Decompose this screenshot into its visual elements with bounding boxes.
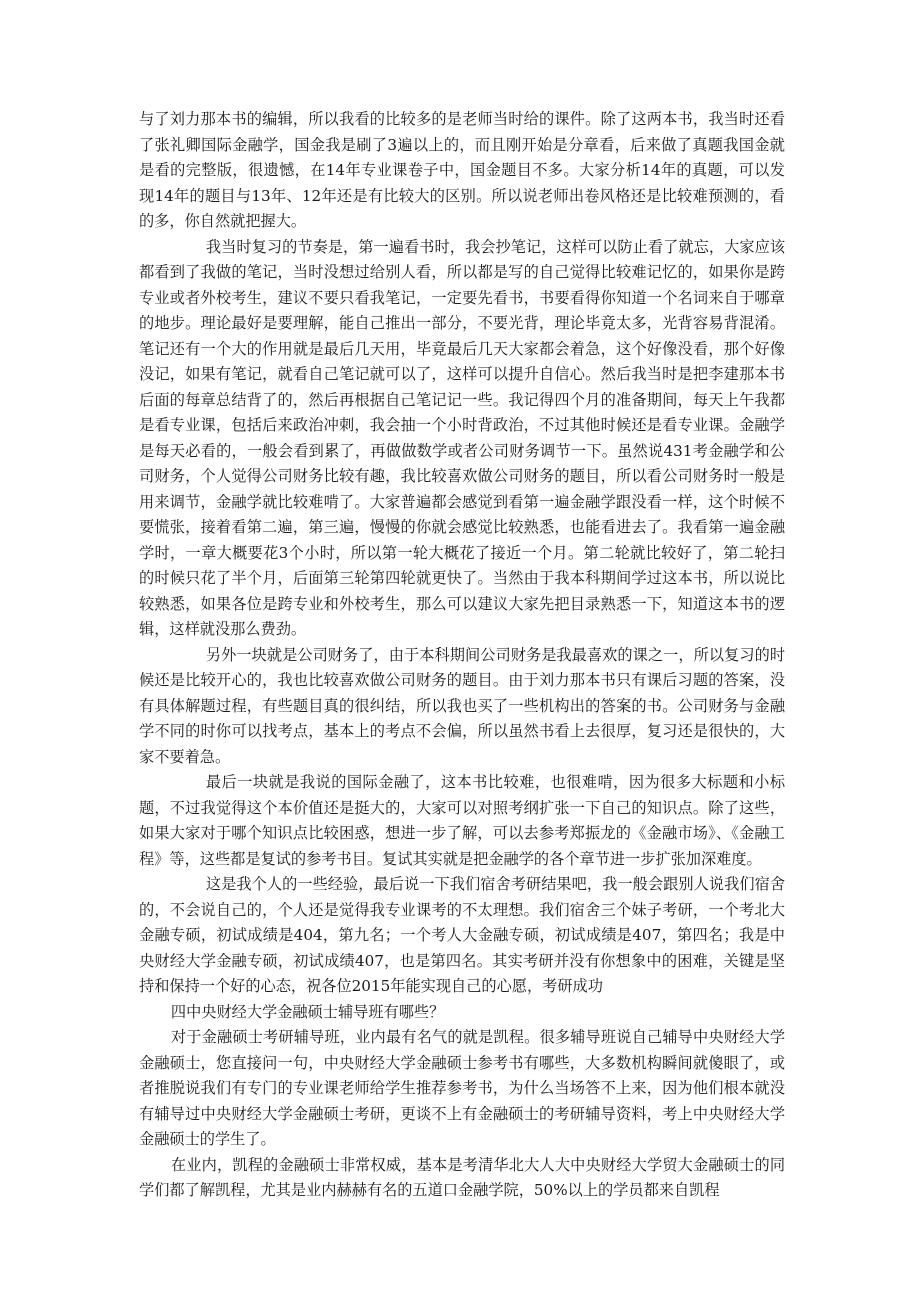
paragraph-textbook-review: 与了刘力那本书的编辑，所以我看的比较多的是老师当时给的课件。除了这两本书，我当时还看了张礼卿国际金融学，国金我是刷了3遍以上的，而且刚开始是分章看，后来做了真题我国金就是看的完整版，很遗憾，在14年专业课卷子中，国金题目不多。大家分析14年的真题，可以发现14年的题目与13年、12年还是有比较大的区别。所以说老师出卷风格还是比较难预测的，看的多，你自然就把握大。: [139, 110, 785, 230]
paragraph-dorm-results: 这是我个人的一些经验，最后说一下我们宿舍考研结果吧，我一般会跟别人说我们宿舍的，不会说自己的，个人还是觉得我专业课考的不太理想。我们宿舍三个妹子考研，一个考北大金融专硕，初试成绩是404，第九名；一个考人大金融专硕，初试成绩是407，第四名；我是中央财经大学金融专硕，初试成绩407，也是第四名。其实考研并没有你想象中的困难，关键是坚持和保持一个好的心态，祝各位2015年能实现自己的心愿，考研成功: [139, 875, 785, 995]
paragraph-kaicheng-authority: 在业内，凯程的金融硕士非常权威，基本是考清华北大人大中央财经大学贸大金融硕士的同学们都了解凯程，尤其是业内赫赫有名的五道口金融学院，50%以上的学员都来自凯程: [139, 1155, 785, 1199]
document-body: [139, 107, 785, 1204]
paragraph-international-finance: 最后一块就是我说的国际金融了，这本书比较难，也很难啃，因为很多大标题和小标题，不过我觉得这个本价值还是挺大的，大家可以对照考纲扩张一下自己的知识点。除了这些，如果大家对于哪个知识点比较困惑，想进一步了解，可以去参考郑振龙的《金融市场》、《金融工程》等，这些都是复试的参考书目。复试其实就是把金融学的各个章节进一步扩张加深难度。: [139, 773, 785, 868]
paragraph-study-rhythm: 我当时复习的节奏是，第一遍看书时，我会抄笔记，这样可以防止看了就忘，大家应该都看到了我做的笔记，当时没想过给别人看，所以都是写的自己觉得比较难记忆的，如果你是跨专业或者外校考生，建议不要只看我笔记，一定要先看书，书要看得你知道一个名词来自于哪章的地步。理论最好是要理解，能自己推出一部分，不要光背，理论毕竟太多，光背容易背混淆。笔记还有一个大的作用就是最后几天用，毕竟最后几天大家都会着急，这个好像没看，那个好像没记，如果有笔记，就看自己笔记就可以了，这样可以提升自信心。然后我当时是把李建那本书后面的每章总结背了的，然后再根据自己笔记记一些。我记得四个月的准备期间，每天上午我都是看专业课，包括后来政治冲刺，我会抽一个小时背政治，不过其他时候还是看专业课。金融学是每天必看的，一般会看到累了，再做做数学或者公司财务调节一下。虽然说431考金融学和公司财务，个人觉得公司财务比较有趣，我比较喜欢做公司财务的题目，所以看公司财务时一般是用来调节，金融学就比较难啃了。大家普遍都会感觉到看第一遍金融学跟没看一样，这个时候不要慌张，接着看第二遍，第三遍，慢慢的你就会感觉比较熟悉，也能看进去了。我看第一遍金融学时，一章大概要花3个小时，所以第一轮大概花了接近一个月。第二轮就比较好了，第二轮扫的时候只花了半个月，后面第三轮第四轮就更快了。当然由于我本科期间学过这本书，所以说比较熟悉，如果各位是跨专业和外校考生，那么可以建议大家先把目录熟悉一下，知道这本书的逻辑，这样就没那么费劲。: [139, 237, 785, 638]
section-heading-tutoring: 四中央财经大学金融硕士辅导班有哪些？: [170, 1002, 445, 1021]
paragraph-corporate-finance: 另外一块就是公司财务了，由于本科期间公司财务是我最喜欢的课之一，所以复习的时候还是比较开心的，我也比较喜欢做公司财务的题目。由于刘力那本书只有课后习题的答案，没有具体解题过程，有些题目真的很纠结，所以我也买了一些机构出的答案的书。公司财务与金融学不同的时你可以找考点，基本上的考点不会偏，所以虽然书看上去很厚，复习还是很快的，大家不要着急。: [139, 645, 785, 766]
paragraph-tutoring-intro: 对于金融硕士考研辅导班，业内最有名气的就是凯程。很多辅导班说自己辅导中央财经大学金融硕士，您直接问一句，中央财经大学金融硕士参考书有哪些，大多数机构瞬间就傻眼了，或者推脱说我们有专门的专业课老师给学生推荐参考书，为什么当场答不上来，因为他们根本就没有辅导过中央财经大学金融硕士考研，更谈不上有金融硕士的考研辅导资料，考上中央财经大学金融硕士的学生了。: [139, 1028, 785, 1148]
